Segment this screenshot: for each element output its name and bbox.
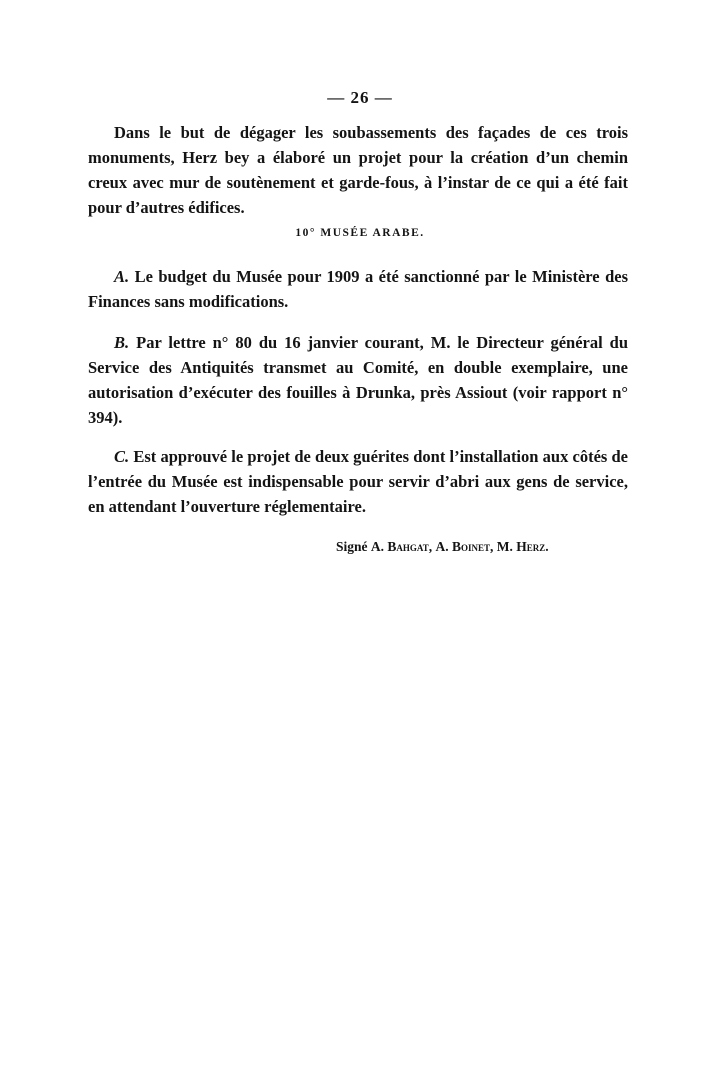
signature-line bbox=[336, 539, 626, 555]
section-heading: 10° MUSÉE ARABE. bbox=[295, 227, 425, 239]
item-b-paragraph bbox=[88, 330, 628, 430]
item-c-letter: C. bbox=[114, 447, 130, 466]
intro-text: Dans le but de dégager les soubassements des façades de ces trois monuments, Herz bey a élaboré un projet pour la création d’un chemin creux avec mur de soutènement et garde-fous, à l’instar de ce qui a été fait pour d’autres édifices. bbox=[88, 123, 628, 217]
item-b-text: Par lettre n° 80 du 16 janvier courant, M. le Directeur général du Service des Antiquités transmet au Comité, en double exemplaire, une autorisation d’exécuter des fouilles à Drunka, près Assiout (voir rapport n° 394). bbox=[88, 333, 628, 427]
signature-name-herz: M. Herz. bbox=[496, 539, 549, 554]
item-a-paragraph bbox=[88, 264, 628, 314]
item-a-text: Le budget du Musée pour 1909 a été sanctionné par le Ministère des Finances sans modifications. bbox=[88, 267, 628, 311]
signature-name-bahgat: A. Bahgat, bbox=[370, 539, 433, 554]
page-number: — 26 — bbox=[327, 88, 393, 107]
item-c-text: Est approuvé le projet de deux guérites dont l’installation aux côtés de l’entrée du Musée est indispensable pour servir d’abri aux gens de service, en attendant l’ouverture réglementaire. bbox=[88, 447, 629, 516]
intro-paragraph bbox=[88, 120, 628, 220]
signature-prefix: Signé bbox=[336, 539, 368, 554]
item-c-paragraph bbox=[88, 444, 628, 519]
signature-name-boinet: A. Boinet, bbox=[435, 539, 494, 554]
item-a-letter: A. bbox=[114, 267, 130, 286]
item-b-letter: B. bbox=[114, 333, 130, 352]
